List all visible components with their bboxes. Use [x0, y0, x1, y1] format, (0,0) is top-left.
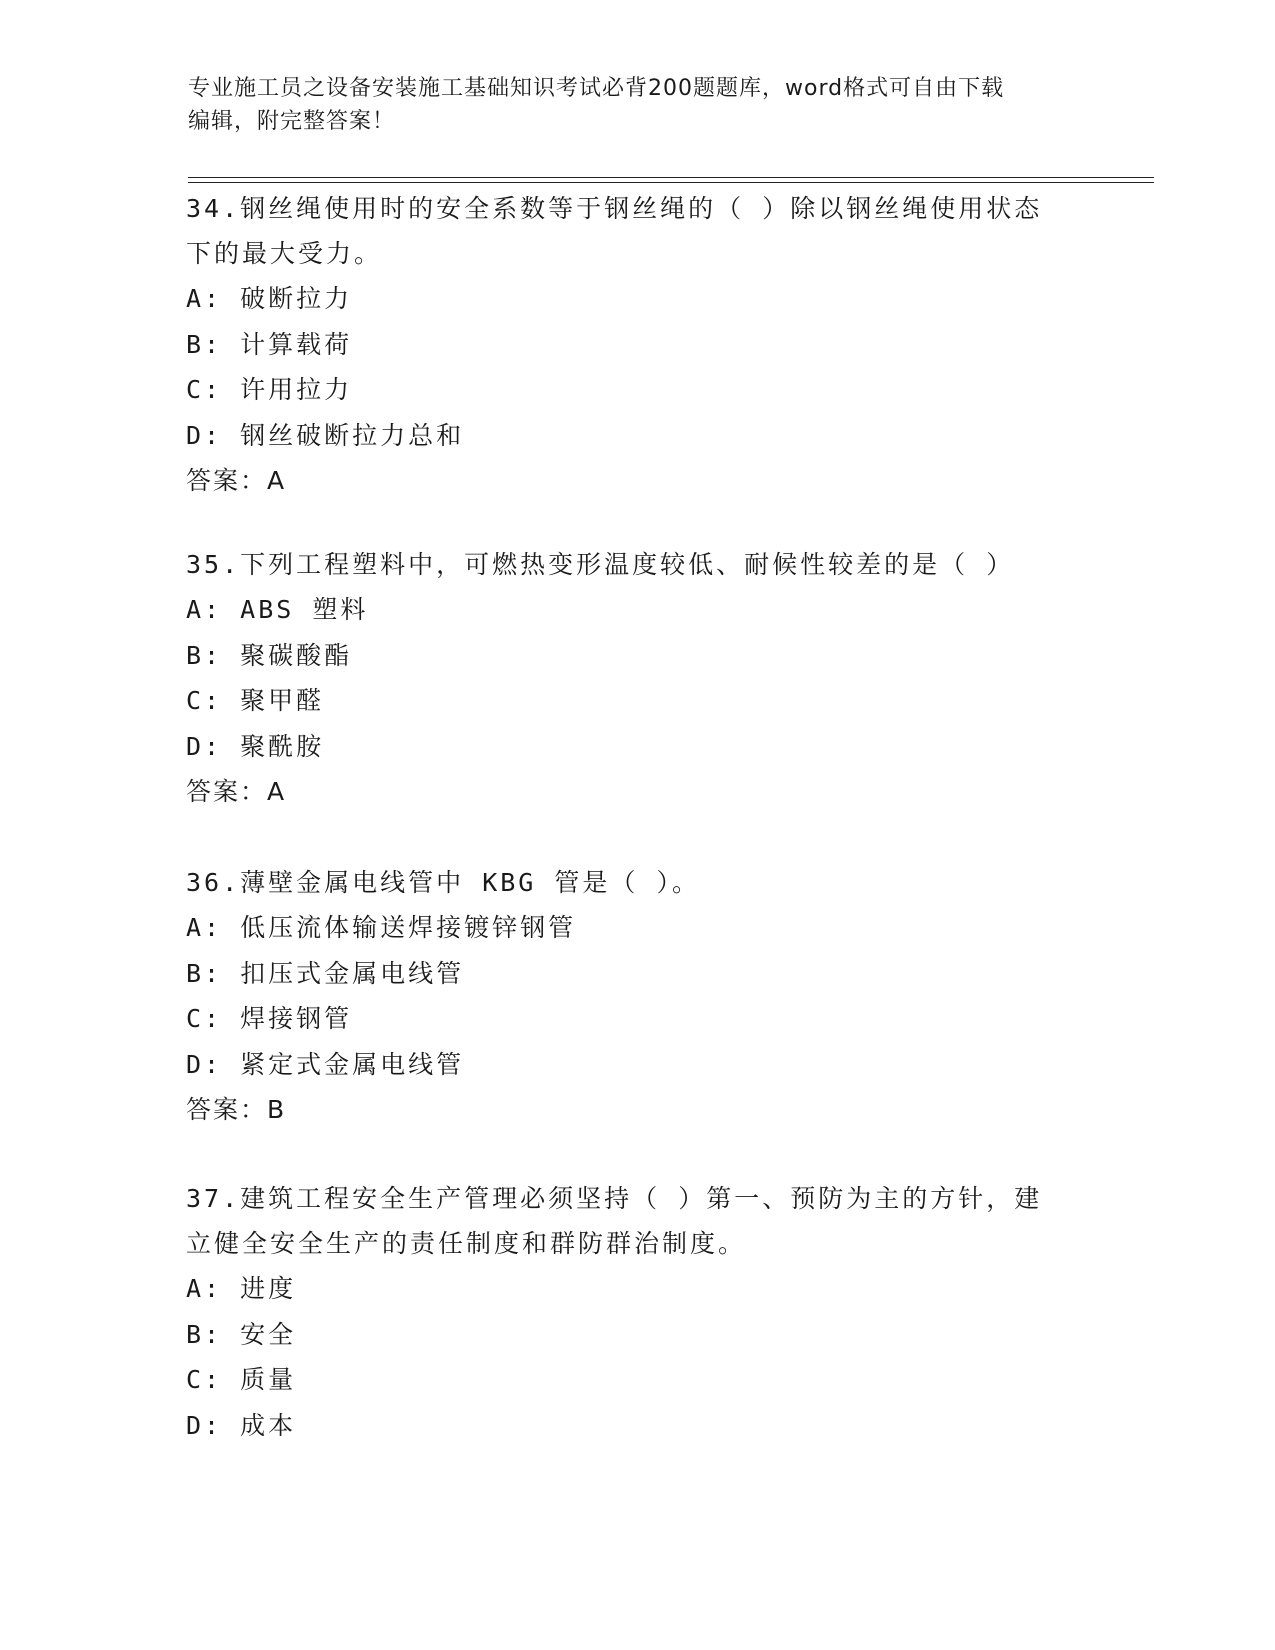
header-line-1: 专业施工员之设备安装施工基础知识考试必背200题题库，word格式可自由下载 — [188, 76, 1005, 101]
option-c: C: 质量 — [186, 1365, 297, 1394]
answer-line: 答案：B — [186, 1095, 287, 1124]
option-c: C: 聚甲醛 — [186, 686, 325, 715]
question-stem-line-2: 立健全安全生产的责任制度和群防群治制度。 — [186, 1229, 747, 1258]
option-b: B: 扣压式金属电线管 — [186, 958, 465, 988]
option-d: D: 紧定式金属电线管 — [186, 1049, 465, 1079]
option-b: B: 计算载荷 — [186, 329, 353, 359]
question-34 — [186, 186, 1066, 503]
question-36 — [186, 860, 1066, 1132]
question-stem-line-1: 37.建筑工程安全生产管理必须坚持（ ）第一、预防为主的方针，建 — [186, 1184, 1043, 1213]
question-35 — [186, 542, 1066, 814]
question-37 — [186, 1176, 1066, 1448]
question-stem-line-1: 35.下列工程塑料中，可燃热变形温度较低、耐候性较差的是（ ） — [186, 550, 1015, 579]
option-a: A: 进度 — [186, 1274, 297, 1303]
option-b: B: 聚碳酸酯 — [186, 640, 353, 670]
answer-line: 答案：A — [186, 777, 287, 806]
option-c: C: 许用拉力 — [186, 375, 353, 404]
option-c: C: 焊接钢管 — [186, 1004, 353, 1033]
option-b: B: 安全 — [186, 1319, 297, 1349]
option-a: A: ABS 塑料 — [186, 595, 369, 624]
answer-line: 答案：A — [186, 466, 287, 495]
question-stem-line-1: 34.钢丝绳使用时的安全系数等于钢丝绳的（ ）除以钢丝绳使用状态 — [186, 194, 1043, 223]
option-a: A: 低压流体输送焊接镀锌钢管 — [186, 913, 577, 942]
option-d: D: 聚酰胺 — [186, 731, 325, 761]
option-a: A: 破断拉力 — [186, 284, 353, 313]
option-d: D: 钢丝破断拉力总和 — [186, 420, 465, 450]
header-divider-bottom — [188, 182, 1154, 183]
header-line-2: 编辑，附完整答案！ — [188, 109, 396, 134]
header-divider-top — [188, 177, 1154, 178]
question-stem-line-1: 36.薄壁金属电线管中 KBG 管是（ ）。 — [186, 868, 700, 897]
option-d: D: 成本 — [186, 1410, 297, 1440]
document-header — [188, 72, 1088, 138]
question-stem-line-2: 下的最大受力。 — [186, 239, 383, 268]
